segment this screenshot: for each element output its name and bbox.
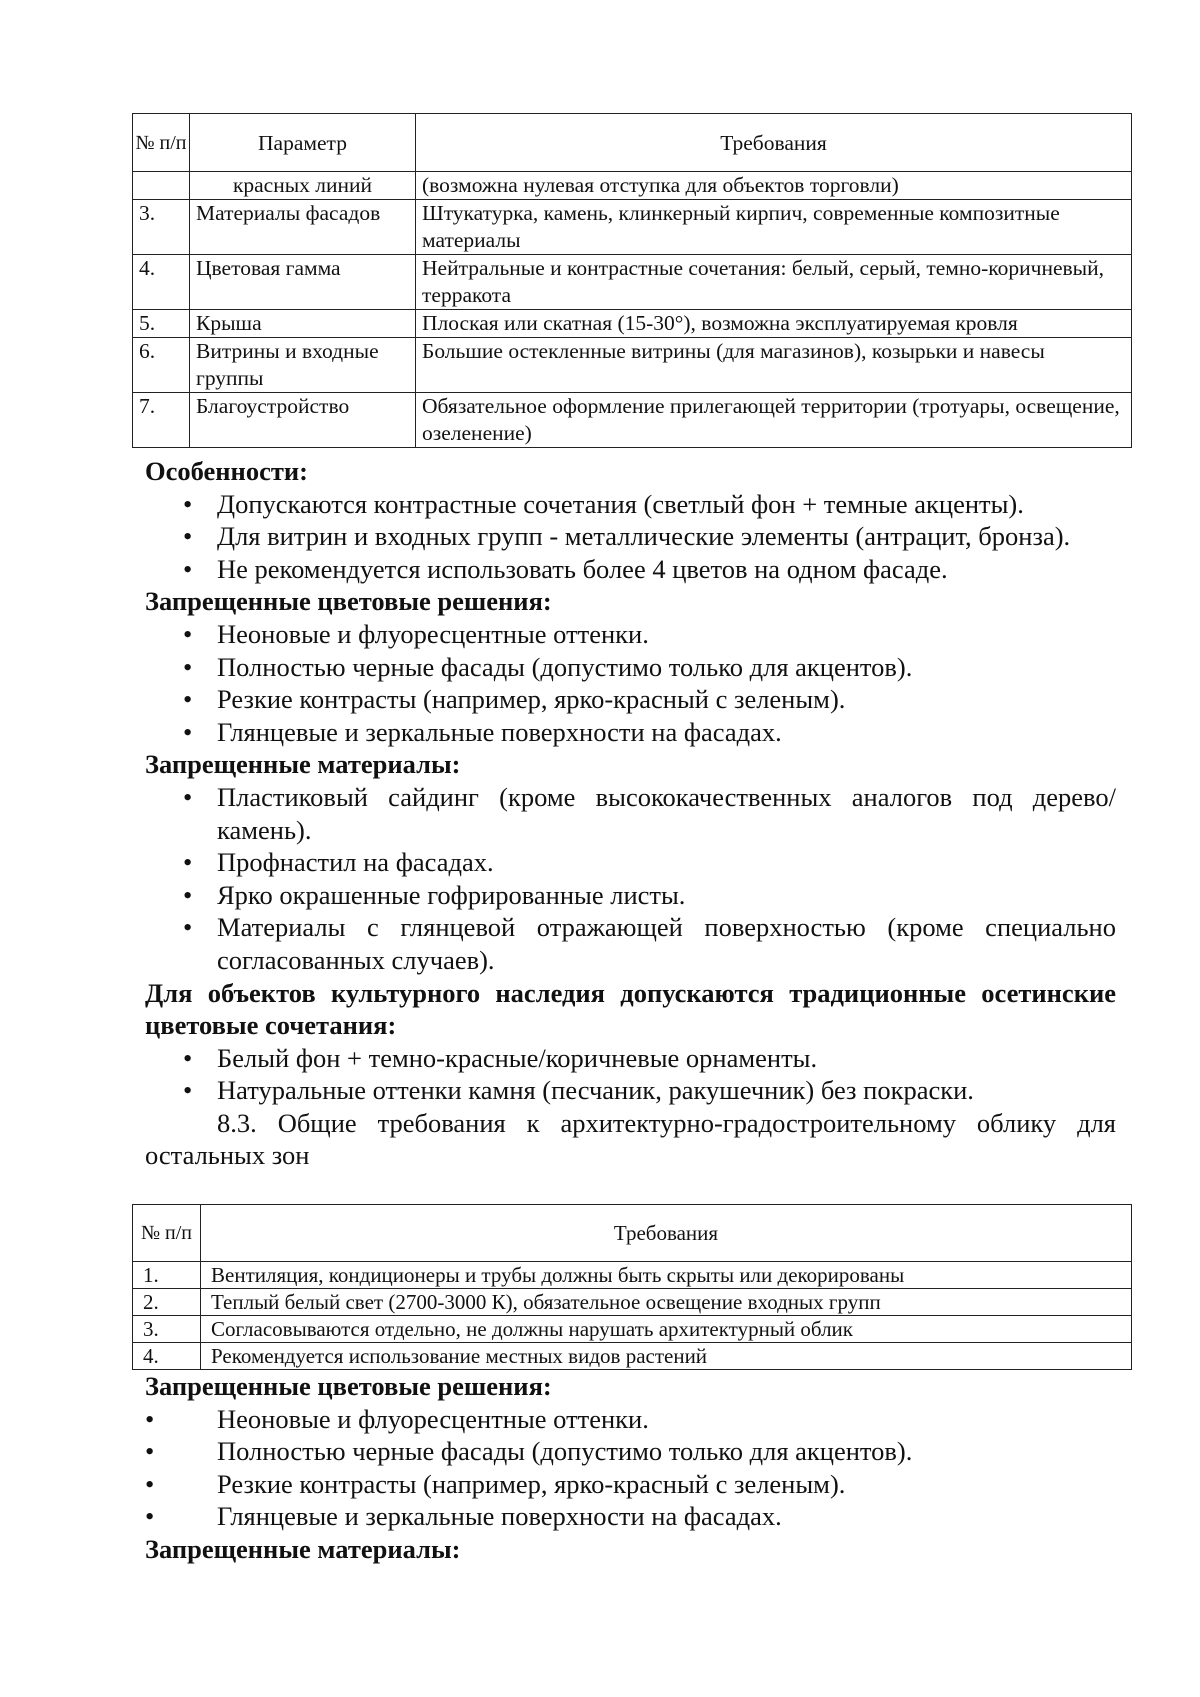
row-requirement: Плоская или скатная (15-30°), возможна эксплуатируемая кровля <box>416 310 1132 338</box>
row-number: 5. <box>133 310 190 338</box>
bullet-icon: • <box>183 912 193 943</box>
list-item: • Резкие контрасты (например, ярко-красный с зеленым). <box>183 684 846 715</box>
list-item: • Полностью черные фасады (допустимо только для акцентов). <box>183 651 913 682</box>
facade-requirements-table <box>132 113 1132 448</box>
section-heading-forbidden-materials: Запрещенные материалы: <box>145 749 461 780</box>
bullet-icon: • <box>183 1042 193 1073</box>
row-number: 7. <box>133 393 190 448</box>
list-item: • Белый фон + темно-красные/коричневые орнаменты. <box>183 1042 818 1073</box>
forbidden-materials-list <box>145 781 1116 977</box>
row-parameter: Витрины и входные группы <box>190 338 416 393</box>
list-item: • Натуральные оттенки камня (песчаник, ракушечник) без покраски. <box>183 1075 974 1106</box>
bullet-icon: • <box>145 1436 155 1467</box>
row-parameter: Цветовая гамма <box>190 255 416 310</box>
table-row <box>133 1262 1132 1289</box>
general-requirements-table <box>132 1204 1132 1370</box>
bullet-icon: • <box>183 521 193 552</box>
row-requirement: Большие остекленные витрины (для магазинов), козырьки и навесы <box>416 338 1132 393</box>
row-requirement: Теплый белый свет (2700-3000 К), обязательное освещение входных групп <box>201 1289 1132 1316</box>
list-item: • Ярко окрашенные гофрированные листы. <box>183 879 686 910</box>
section-heading-forbidden-colors-2: Запрещенные цветовые решения: <box>145 1371 552 1401</box>
section-heading-features: Особенности: <box>145 456 308 486</box>
column-header-number: № п/п <box>133 114 190 172</box>
row-number: 6. <box>133 338 190 393</box>
section-heading-cultural-heritage: Для объектов культурного наследия допускаются традиционные осетинские цветовые сочетания: <box>145 977 1116 1041</box>
row-number: 2. <box>133 1289 201 1316</box>
list-item: • Неоновые и флуоресцентные оттенки. <box>145 1403 649 1434</box>
row-number <box>133 172 190 200</box>
list-item: • Неоновые и флуоресцентные оттенки. <box>183 618 649 649</box>
bullet-icon: • <box>145 1501 155 1532</box>
list-item: • Профнастил на фасадах. <box>183 847 494 878</box>
table-row <box>133 1289 1132 1316</box>
table-row <box>133 200 1132 255</box>
bullet-icon: • <box>183 651 193 682</box>
section-heading-forbidden-colors: Запрещенные цветовые решения: <box>145 586 552 617</box>
row-requirement: Согласовываются отдельно, не должны нарушать архитектурный облик <box>201 1316 1132 1343</box>
row-number: 1. <box>133 1262 201 1289</box>
column-header-number: № п/п <box>133 1205 201 1262</box>
list-item: • Материалы с глянцевой отражающей поверхностью (кроме специально согласованных случаев). <box>183 912 1116 975</box>
row-requirement: Обязательное оформление прилегающей территории (тротуары, освещение, озеленение) <box>416 393 1132 448</box>
list-item: • Резкие контрасты (например, ярко-красный с зеленым). <box>145 1468 846 1499</box>
requirements-text-block <box>145 455 1116 1172</box>
forbidden-colors-list-2 <box>145 1403 1116 1533</box>
row-requirement: Штукатурка, камень, клинкерный кирпич, современные композитные материалы <box>416 200 1132 255</box>
bottom-text-block <box>145 1370 1116 1566</box>
list-item: • Пластиковый сайдинг (кроме высококачественных аналогов под дерево/камень). <box>183 781 1116 845</box>
table-row <box>133 338 1132 393</box>
row-parameter: красных линий <box>190 172 416 200</box>
bullet-icon: • <box>183 716 193 747</box>
table-row <box>133 393 1132 448</box>
table-row <box>133 1316 1132 1343</box>
column-header-parameter: Параметр <box>190 114 416 172</box>
table-row <box>133 172 1132 200</box>
row-number: 3. <box>133 1316 201 1343</box>
row-requirement: Вентиляция, кондиционеры и трубы должны быть скрыты или декорированы <box>201 1262 1132 1289</box>
row-number: 3. <box>133 200 190 255</box>
bullet-icon: • <box>145 1403 155 1434</box>
list-item: • Для витрин и входных групп - металлические элементы (антрацит, бронза). <box>183 521 1071 552</box>
table-row <box>133 1343 1132 1370</box>
cultural-heritage-list <box>145 1042 1116 1107</box>
row-number: 4. <box>133 1343 201 1370</box>
bullet-icon: • <box>183 781 193 812</box>
bullet-icon: • <box>183 553 193 584</box>
list-item: • Глянцевые и зеркальные поверхности на фасадах. <box>183 716 782 747</box>
row-requirement: Рекомендуется использование местных видов растений <box>201 1343 1132 1370</box>
list-item: • Полностью черные фасады (допустимо только для акцентов). <box>145 1436 913 1467</box>
table-row <box>133 255 1132 310</box>
bullet-icon: • <box>183 847 193 878</box>
row-parameter: Материалы фасадов <box>190 200 416 255</box>
section-heading-forbidden-materials-2: Запрещенные материалы: <box>145 1533 461 1564</box>
column-header-requirements: Требования <box>201 1205 1132 1262</box>
bullet-icon: • <box>183 488 193 519</box>
row-requirement: (возможна нулевая отступка для объектов торговли) <box>416 172 1132 200</box>
row-requirement: Нейтральные и контрастные сочетания: белый, серый, темно-коричневый, терракота <box>416 255 1132 310</box>
table-row <box>133 310 1132 338</box>
list-item: • Не рекомендуется использовать более 4 цветов на одном фасаде. <box>183 553 948 584</box>
row-parameter: Крыша <box>190 310 416 338</box>
row-number: 4. <box>133 255 190 310</box>
list-item: • Допускаются контрастные сочетания (светлый фон + темные акценты). <box>183 488 1024 519</box>
paragraph-8-3: 8.3. Общие требования к архитектурно-градостроительному облику для остальных зон <box>145 1107 1116 1171</box>
features-list <box>145 488 1116 586</box>
bullet-icon: • <box>183 1075 193 1106</box>
bullet-icon: • <box>145 1468 155 1499</box>
bullet-icon: • <box>183 684 193 715</box>
bullet-icon: • <box>183 879 193 910</box>
bullet-icon: • <box>183 618 193 649</box>
column-header-requirements: Требования <box>416 114 1132 172</box>
forbidden-colors-list <box>145 618 1116 748</box>
row-parameter: Благоустройство <box>190 393 416 448</box>
table-header-row <box>133 114 1132 172</box>
table-header-row <box>133 1205 1132 1262</box>
list-item: • Глянцевые и зеркальные поверхности на фасадах. <box>145 1501 782 1532</box>
